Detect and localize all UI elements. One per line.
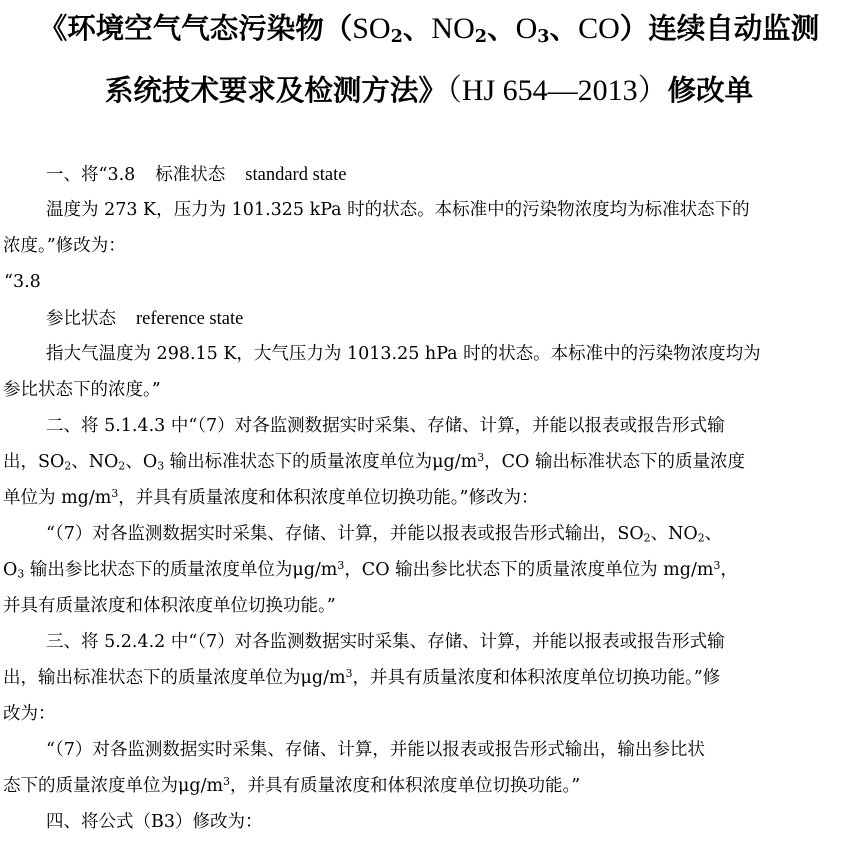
section-1-text: 指大气温度为 298.15 K，大气压力为 1013.25 hPa 时的状态。本标准中的污染物浓度均为	[46, 344, 761, 364]
section-4-text: 四、将公式（B3）修改为：	[46, 812, 263, 832]
section-1-text: 参比状态 reference state	[46, 309, 244, 329]
section-2-text: 单位为 $mg/m^3$，并具有质量浓度和体积浓度单位切换功能。”修改为：	[3, 487, 539, 508]
section-1-text: 浓度。”修改为：	[3, 236, 126, 256]
section-3-text: 改为：	[3, 704, 56, 724]
section-2-text: 出，$SO_2$、$NO_2$、$O_3$ 输出标准状态下的质量浓度单位为$\mu g/m^3$，CO 输出标准状态下的质量浓度	[3, 451, 745, 473]
section-1-heading: 一、将“3.8 标准状态 standard state	[46, 165, 347, 185]
page-title-line-2: 系统技术要求及检测方法》（HJ 654—2013）修改单	[104, 73, 754, 107]
section-2-text: $O_3$ 输出参比状态下的质量浓度单位为$\mu g/m^3$，CO 输出参比状态下的质量浓度单位为 $mg/m^3$，	[3, 559, 738, 581]
section-1-text: 温度为 273 K，压力为 101.325 kPa 时的状态。本标准中的污染物浓度均为标准状态下的	[46, 200, 750, 220]
section-2-text: 并具有质量浓度和体积浓度单位切换功能。”	[3, 596, 336, 616]
section-2-text: 二、将 5.1.4.3 中“（7）对各监测数据实时采集、存储、计算，并能以报表或报告形式输	[46, 416, 725, 436]
section-1-text: 参比状态下的浓度。”	[3, 380, 161, 400]
section-3-text: “（7）对各监测数据实时采集、存储、计算，并能以报表或报告形式输出，输出参比状	[46, 740, 705, 760]
page-title-line-1: 《环境空气气态污染物（$SO_2$、$NO_2$、$O_3$、CO）连续自动监测	[38, 11, 820, 47]
section-2-text: “（7）对各监测数据实时采集、存储、计算，并能以报表或报告形式输出，$SO_2$、$NO_2$、	[46, 524, 723, 545]
section-3-text: 三、将 5.2.4.2 中“（7）对各监测数据实时采集、存储、计算，并能以报表或报告形式输	[46, 632, 725, 652]
section-3-text: 出，输出标准状态下的质量浓度单位为$\mu g/m^3$，并具有质量浓度和体积浓度单位切换功能。”修	[3, 667, 721, 688]
section-1-text: “3.8	[4, 272, 41, 292]
section-3-text: 态下的质量浓度单位为$\mu g/m^3$，并具有质量浓度和体积浓度单位切换功能。”	[3, 775, 581, 796]
